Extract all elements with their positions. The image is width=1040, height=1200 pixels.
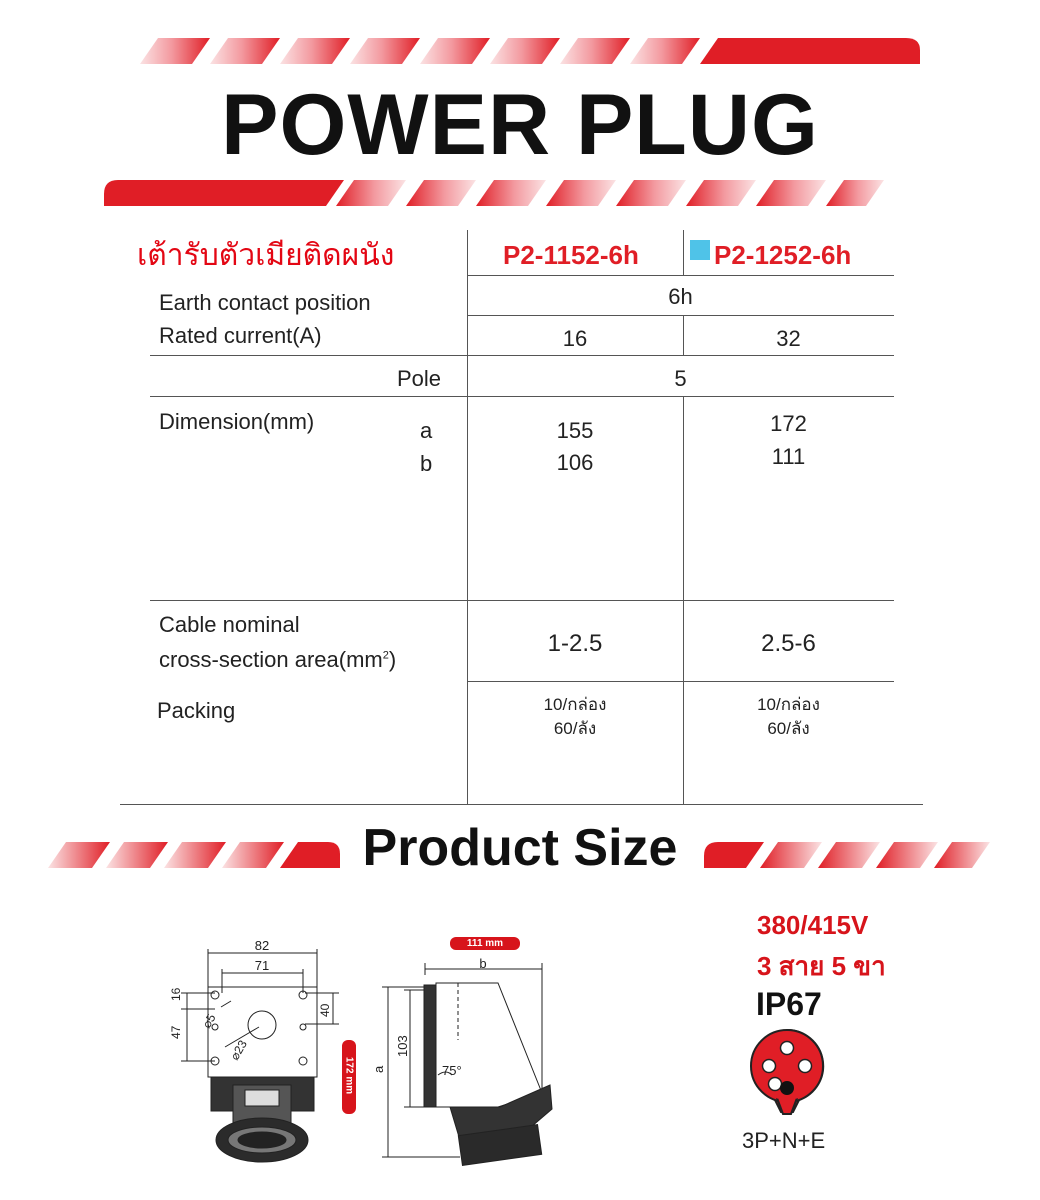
dim-dia5: ⌀5 — [199, 1011, 219, 1031]
dim-a: a — [371, 1065, 386, 1073]
packing-case-2: 60/ลัง — [767, 719, 810, 738]
dim-71: 71 — [254, 958, 270, 973]
product-size-stripes-right — [704, 842, 996, 868]
cable-label-text: cross-section area(mm — [159, 647, 383, 672]
table-hline — [150, 355, 894, 356]
cable-label-line1: Cable nominal — [159, 612, 300, 637]
dim-dia23: ⌀23 — [227, 1037, 250, 1063]
dim-b: b — [479, 956, 487, 971]
badge-111mm: 111 mm — [450, 937, 520, 950]
top-stripe-bar — [130, 38, 920, 64]
cable-value-2: 2.5-6 — [761, 630, 816, 657]
bottom-stripe-bar — [104, 180, 894, 206]
dimension-b-value-1: 106 — [556, 450, 594, 475]
table-hline — [150, 396, 894, 397]
cable-label-line2 — [159, 647, 396, 673]
voltage-spec: 380/415V — [757, 910, 869, 940]
rated-current-value-2: 32 — [776, 326, 801, 351]
cable-label-end: ) — [388, 647, 397, 672]
side-view-drawing — [370, 935, 570, 1175]
packing-value-2 — [683, 693, 894, 741]
dim-103: 103 — [395, 1035, 410, 1057]
badge-172mm-text: 172 mm — [343, 1056, 355, 1095]
dimension-a-value-1: 155 — [556, 418, 594, 443]
wires-spec: 3 สาย 5 ขา — [757, 951, 886, 981]
pole-value: 5 — [674, 366, 687, 391]
rated-current-value-1: 16 — [562, 326, 588, 351]
pin-config-label: 3P+N+E — [742, 1128, 826, 1153]
rated-current-label: Rated current(A) — [159, 323, 322, 348]
packing-case-1: 60/ลัง — [553, 719, 597, 738]
pole-label: Pole — [397, 366, 442, 391]
packing-box-1: 10/กล่อง — [543, 695, 607, 714]
badge-172mm — [342, 1040, 356, 1114]
dimension-a-label: a — [420, 418, 433, 443]
dim-40: 40 — [318, 1003, 332, 1017]
dimension-b-value-2: 111 — [771, 444, 806, 469]
earth-contact-value: 6h — [668, 284, 693, 309]
column-header-1: P2-1152-6h — [503, 240, 639, 270]
table-hline — [467, 315, 894, 316]
dim-75deg: 75° — [442, 1063, 462, 1078]
cable-value-1: 1-2.5 — [547, 630, 603, 657]
table-hline — [467, 275, 894, 276]
table-hline — [120, 804, 923, 805]
table-hline — [150, 600, 894, 601]
packing-box-2: 10/กล่อง — [757, 695, 820, 714]
product-size-title: Product Size — [362, 819, 678, 877]
front-view-drawing — [165, 935, 365, 1175]
packing-value-1 — [467, 693, 683, 741]
dimension-a-value-2: 172 — [770, 411, 807, 436]
column-header-2: P2-1252-6h — [714, 240, 852, 270]
dimension-b-label: b — [420, 451, 433, 476]
dim-47: 47 — [169, 1025, 183, 1039]
cable-label-sup: 2 — [382, 649, 389, 662]
packing-label: Packing — [157, 698, 236, 723]
page-title: POWER PLUG — [221, 77, 819, 173]
table-heading: เต้ารับตัวเมียติดผนัง — [137, 239, 395, 272]
earth-contact-label: Earth contact position — [159, 290, 371, 315]
dimension-label: Dimension(mm) — [159, 409, 315, 434]
table-vline-mid-top — [683, 230, 684, 276]
dim-16: 16 — [169, 987, 183, 1001]
legend-square — [690, 240, 710, 260]
socket-pinout-icon — [747, 1028, 827, 1120]
ip-rating: IP67 — [756, 986, 822, 1022]
table-hline — [467, 681, 894, 682]
dim-82: 82 — [254, 938, 270, 953]
